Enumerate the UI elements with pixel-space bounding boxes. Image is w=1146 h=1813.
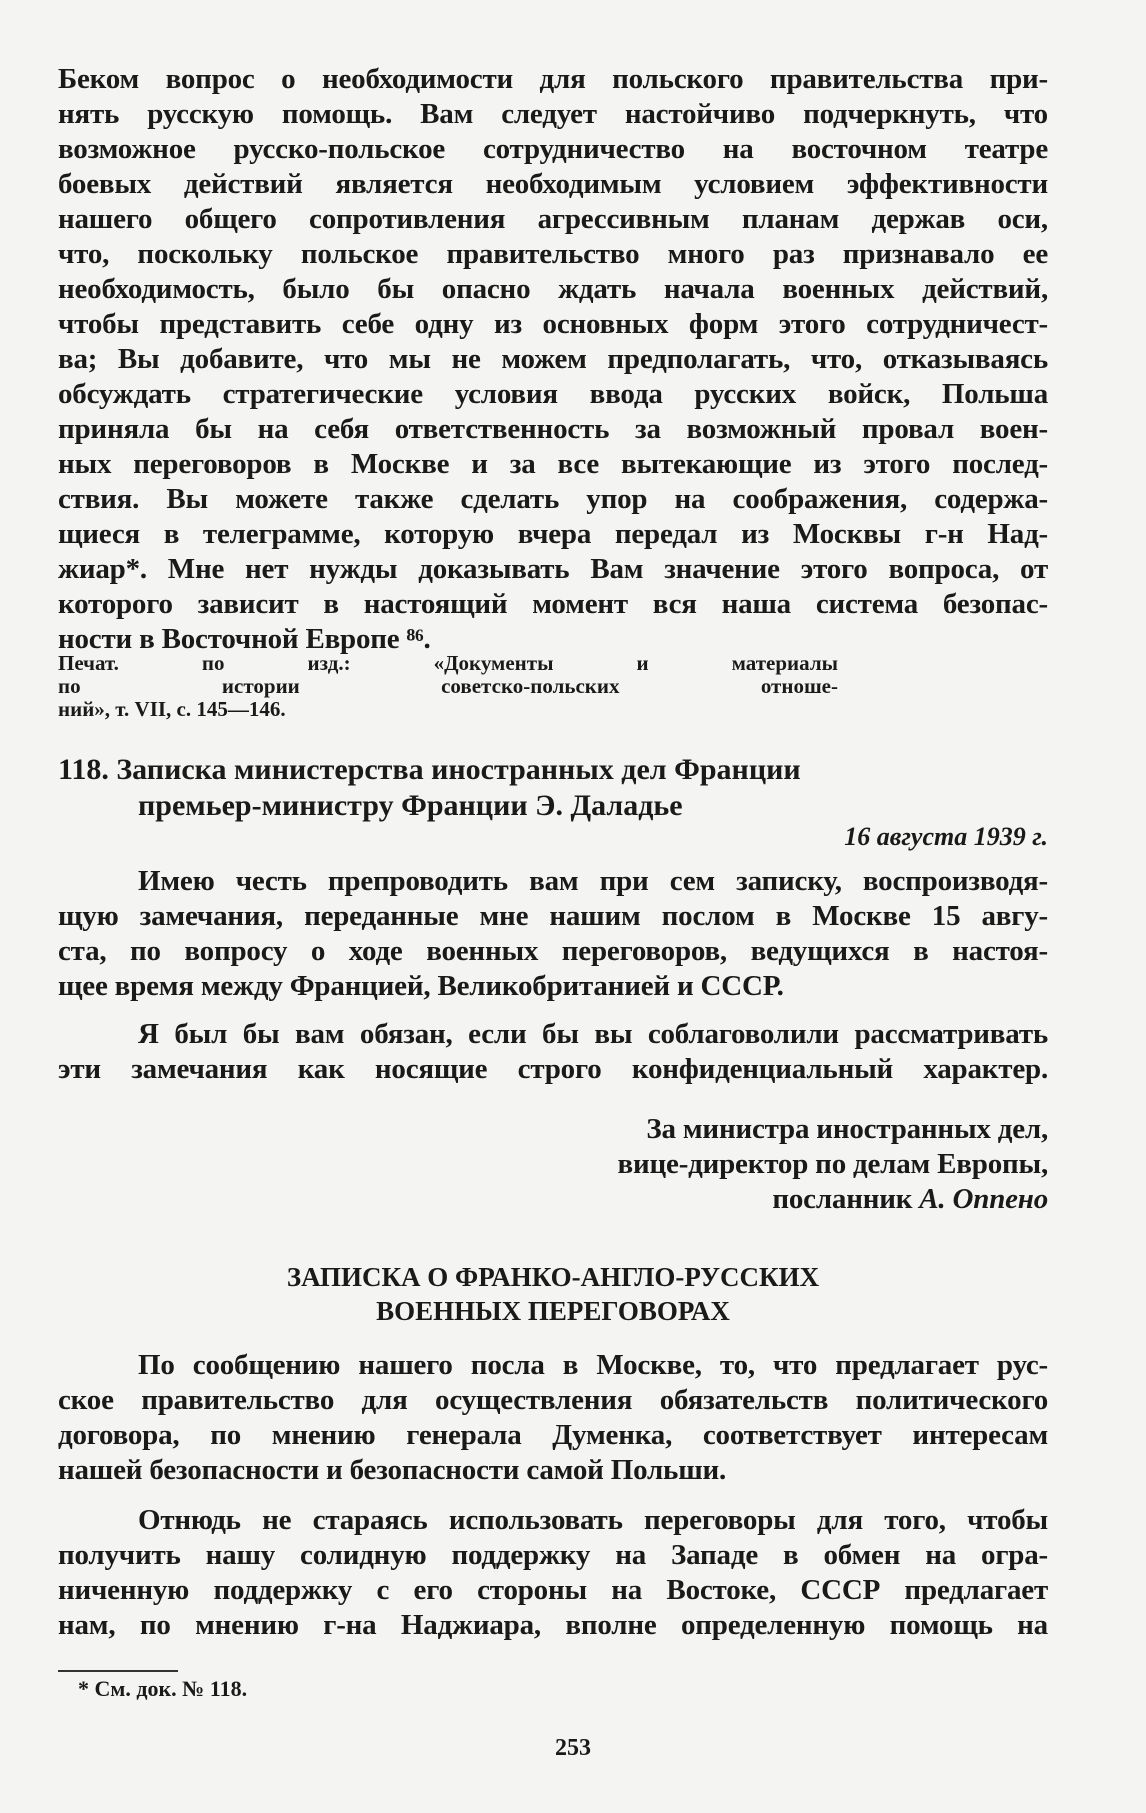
paragraph-ambassador-report bbox=[58, 1348, 1048, 1488]
text-line: ствия. Вы можете также сделать упор на соображения, содержа- bbox=[58, 483, 1048, 515]
paragraph-cover-letter bbox=[58, 864, 1048, 1004]
text-line: Имею честь препроводить вам при сем записку, воспроизводя- bbox=[138, 865, 1048, 897]
text-line: ЗАПИСКА О ФРАНКО-АНГЛО-РУССКИХ bbox=[286, 1262, 820, 1292]
text-line: эти замечания как носящие строго конфиденциальный характер. bbox=[58, 1053, 1048, 1085]
text-line: обсуждать стратегические условия ввода русских войск, Польша bbox=[58, 378, 1048, 410]
text-line: необходимость, было бы опасно ждать начала военных действий, bbox=[58, 273, 1048, 305]
paragraph-ussr-proposal bbox=[58, 1503, 1048, 1643]
text-line: ных переговоров в Москве и за все вытекающие из этого послед- bbox=[58, 448, 1048, 480]
text-line: жиар*. Мне нет нужды доказывать Вам значение этого вопроса, от bbox=[58, 553, 1048, 585]
text-line: щую замечания, переданные мне нашим послом в Москве 15 авгу- bbox=[58, 900, 1048, 932]
text-line: нам, по мнению г-на Наджиара, вполне определенную помощь на bbox=[58, 1609, 1048, 1641]
page-number: 253 bbox=[555, 1735, 591, 1761]
text-line: ВОЕННЫХ ПЕРЕГОВОРАХ bbox=[376, 1296, 730, 1326]
text-line: которого зависит в настоящий момент вся наша система безопас- bbox=[58, 588, 1048, 620]
text-line: по истории советско-польских отноше- bbox=[58, 674, 838, 698]
heading-line: премьер-министру Франции Э. Даладье bbox=[138, 789, 683, 822]
text-line: нашей безопасности и безопасности самой Польши. bbox=[58, 1454, 727, 1486]
text-line: Печат. по изд.: «Документы и материалы bbox=[58, 651, 838, 675]
text-line: ности в Восточной Европе ⁸⁶. bbox=[58, 623, 431, 655]
note-title bbox=[58, 1260, 1048, 1328]
text-line: чтобы представить себе одну из основных форм этого сотрудничест- bbox=[58, 308, 1048, 340]
paragraph-confidential bbox=[58, 1017, 1048, 1087]
text-line: нашего общего сопротивления агрессивным планам держав оси, bbox=[58, 203, 1048, 235]
footnote: * См. док. № 118. bbox=[78, 1676, 248, 1701]
text-line: ста, по вопросу о ходе военных переговоров, ведущихся в настоя- bbox=[58, 935, 1048, 967]
signature-title: посланник bbox=[772, 1183, 920, 1215]
text-line: щиеся в телеграмме, которую вчера передал из Москвы г-н Над- bbox=[58, 518, 1048, 550]
text-line: нять русскую помощь. Вам следует настойчиво подчеркнуть, что bbox=[58, 98, 1048, 130]
text-line: Я был бы вам обязан, если бы вы соблаговолили рассматривать bbox=[138, 1018, 1048, 1050]
text-line: Беком вопрос о необходимости для польского правительства при- bbox=[58, 63, 1048, 95]
text-line: По сообщению нашего посла в Москве, то, что предлагает рус- bbox=[138, 1349, 1048, 1381]
text-line: что, поскольку польское правительство много раз признавало ее bbox=[58, 238, 1048, 270]
heading-line: 118. Записка министерства иностранных дел Франции bbox=[58, 753, 801, 786]
signature-line: вице-директор по делам Европы, bbox=[617, 1148, 1048, 1180]
text-line: ва; Вы добавите, что мы не можем предполагать, что, отказываясь bbox=[58, 343, 1048, 375]
paragraph-continued bbox=[58, 62, 1048, 657]
text-line: возможное русско-польское сотрудничество на восточном театре bbox=[58, 133, 1048, 165]
document-heading bbox=[58, 752, 1048, 824]
text-line: ское правительство для осуществления обязательств политического bbox=[58, 1384, 1048, 1416]
signatory-name: А. Оппено bbox=[919, 1183, 1048, 1215]
text-line: ний», т. VII, с. 145—146. bbox=[58, 697, 286, 721]
signature-line: За министра иностранных дел, bbox=[646, 1113, 1048, 1145]
source-citation bbox=[58, 652, 838, 721]
document-date: 16 августа 1939 г. bbox=[844, 822, 1048, 851]
signature-line bbox=[58, 1182, 1048, 1217]
text-line: получить нашу солидную поддержку на Западе в обмен на огра- bbox=[58, 1539, 1048, 1571]
text-line: приняла бы на себя ответственность за возможный провал воен- bbox=[58, 413, 1048, 445]
text-line: щее время между Францией, Великобританией и СССР. bbox=[58, 970, 784, 1002]
footnote-divider bbox=[58, 1670, 178, 1672]
text-line: ниченную поддержку с его стороны на Востоке, СССР предлагает bbox=[58, 1574, 1048, 1606]
text-line: боевых действий является необходимым условием эффективности bbox=[58, 168, 1048, 200]
text-line: договора, по мнению генерала Думенка, соответствует интересам bbox=[58, 1419, 1048, 1451]
text-line: Отнюдь не стараясь использовать переговоры для того, чтобы bbox=[138, 1504, 1048, 1536]
signature-block bbox=[58, 1112, 1048, 1217]
